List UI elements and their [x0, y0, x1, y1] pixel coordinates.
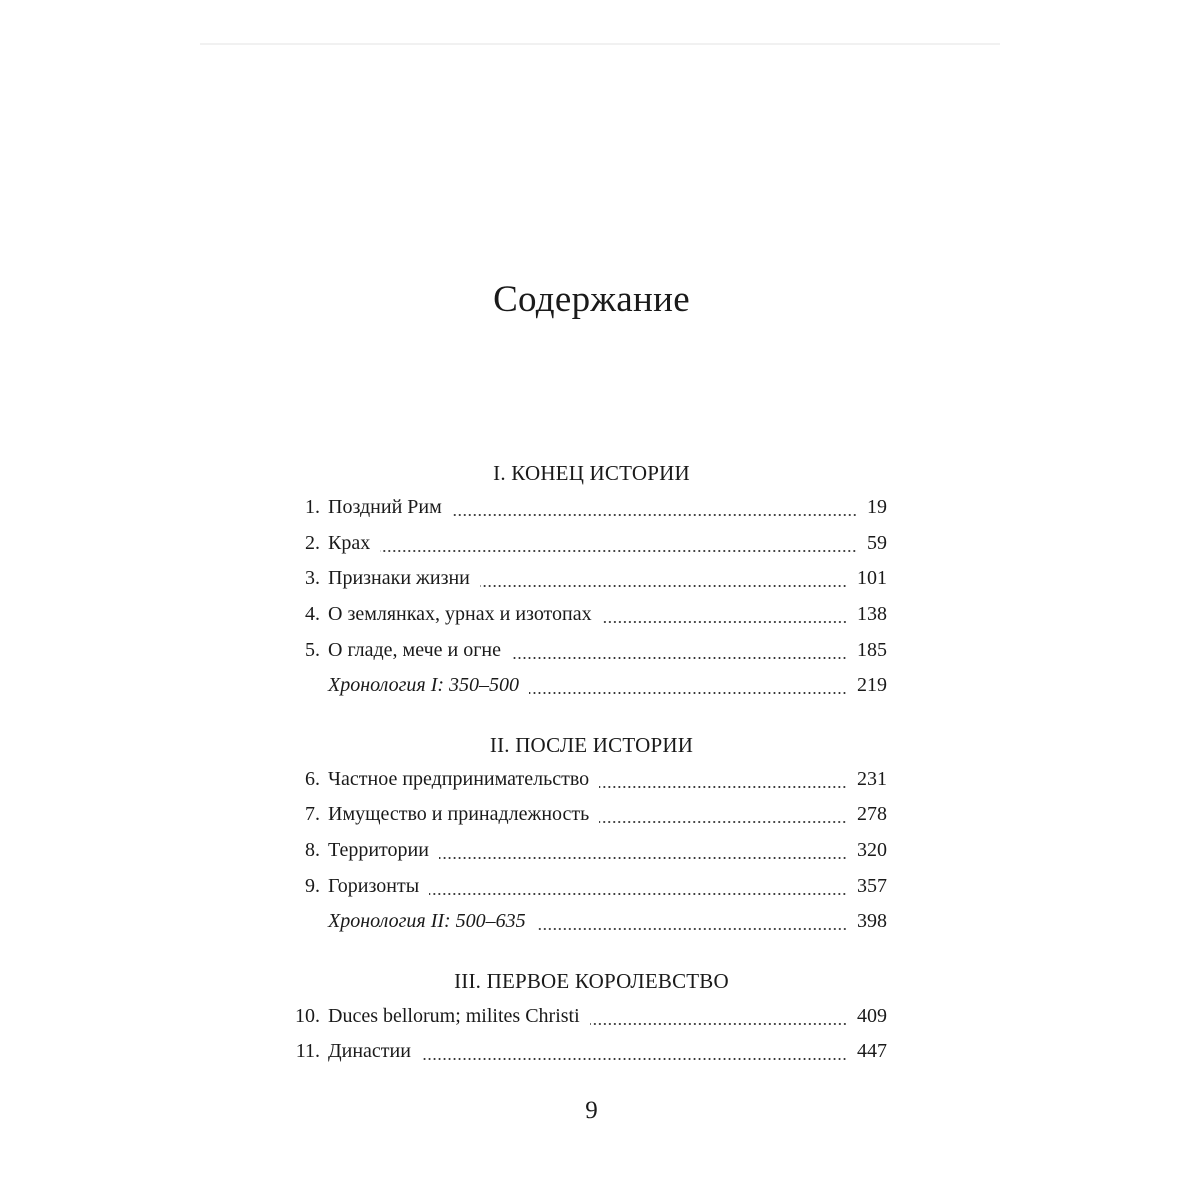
toc-entry-chronology[interactable]: [292, 674, 887, 702]
toc-entry-title: Крах: [328, 532, 371, 554]
toc-entry-number: 3.: [305, 567, 320, 589]
part-heading-2: II. ПОСЛЕ ИСТОРИИ: [489, 733, 694, 757]
dot-leader: [429, 892, 847, 896]
dot-leader: [602, 620, 847, 624]
toc-entry-title: О гладе, мече и огне: [328, 639, 501, 661]
toc-entry-page: 447: [857, 1040, 887, 1062]
dot-leader: [452, 513, 857, 517]
toc-entry-number: 4.: [305, 603, 320, 625]
toc-entry-number: 10.: [295, 1005, 320, 1027]
part-heading-3: III. ПЕРВОЕ КОРОЛЕВСТВО: [454, 969, 729, 993]
toc-entry-title: Хронология II: 500–635: [328, 910, 526, 932]
page-number: 9: [585, 1097, 598, 1124]
toc-entry-page: 409: [857, 1005, 887, 1027]
toc-entry-title: Территории: [328, 839, 429, 861]
toc-entry-page: 398: [857, 910, 887, 932]
toc-entry-title: Хронология I: 350–500: [328, 674, 520, 696]
toc-entry[interactable]: [292, 875, 887, 903]
toc-entry-page: 231: [857, 768, 887, 790]
toc-entry-page: 278: [857, 803, 887, 825]
toc-entry-title: Поздний Рим: [328, 496, 442, 518]
top-divider: [200, 43, 1000, 45]
toc-entry-title: Признаки жизни: [328, 567, 470, 589]
dot-leader: [511, 656, 847, 660]
toc-entry[interactable]: [292, 639, 887, 667]
toc-entry-number: 2.: [305, 532, 320, 554]
dot-leader: [599, 785, 847, 789]
toc-entry-page: 185: [857, 639, 887, 661]
toc-entry[interactable]: [292, 603, 887, 631]
toc-entry[interactable]: [292, 1040, 887, 1068]
dot-leader: [439, 856, 847, 860]
toc-entry[interactable]: [292, 567, 887, 595]
toc-entry[interactable]: [292, 839, 887, 867]
toc-entry[interactable]: [292, 768, 887, 796]
toc-entry-number: 8.: [305, 839, 320, 861]
dot-leader: [590, 1022, 847, 1026]
toc-entry[interactable]: [292, 803, 887, 831]
toc-entry-page: 138: [857, 603, 887, 625]
toc-entry-number: 7.: [305, 803, 320, 825]
toc-entry-page: 219: [857, 674, 887, 696]
dot-leader: [380, 549, 857, 553]
page-title: Содержание: [493, 279, 690, 320]
toc-entry-page: 320: [857, 839, 887, 861]
part-heading-1: I. КОНЕЦ ИСТОРИИ: [493, 461, 690, 485]
toc-entry-page: 101: [857, 567, 887, 589]
toc-entry-number: 11.: [295, 1040, 320, 1062]
toc-entry-number: 6.: [305, 768, 320, 790]
dot-leader: [529, 691, 847, 695]
dot-leader: [536, 927, 847, 931]
dot-leader: [480, 584, 847, 588]
toc-entry-title: О землянках, урнах и изотопах: [328, 603, 592, 625]
toc-entry-page: 19: [867, 496, 887, 518]
toc-entry-title: Частное предпринимательство: [328, 768, 590, 790]
toc-entry-number: 5.: [305, 639, 320, 661]
toc-entry-page: 357: [857, 875, 887, 897]
toc-entry-number: 1.: [305, 496, 320, 518]
toc-entry-title: Династии: [328, 1040, 411, 1062]
toc-entry-number: 9.: [305, 875, 320, 897]
toc-entry-page: 59: [867, 532, 887, 554]
toc-entry-title: Имущество и принадлежность: [328, 803, 590, 825]
toc-entry-chronology[interactable]: [292, 910, 887, 938]
toc-entry-title: Горизонты: [328, 875, 420, 897]
toc-entry-title: Duces bellorum; milites Christi: [328, 1005, 580, 1027]
toc-entry[interactable]: [292, 1005, 887, 1033]
toc-entry[interactable]: [292, 532, 887, 560]
dot-leader: [421, 1057, 847, 1061]
dot-leader: [599, 820, 847, 824]
toc-entry[interactable]: [292, 496, 887, 524]
